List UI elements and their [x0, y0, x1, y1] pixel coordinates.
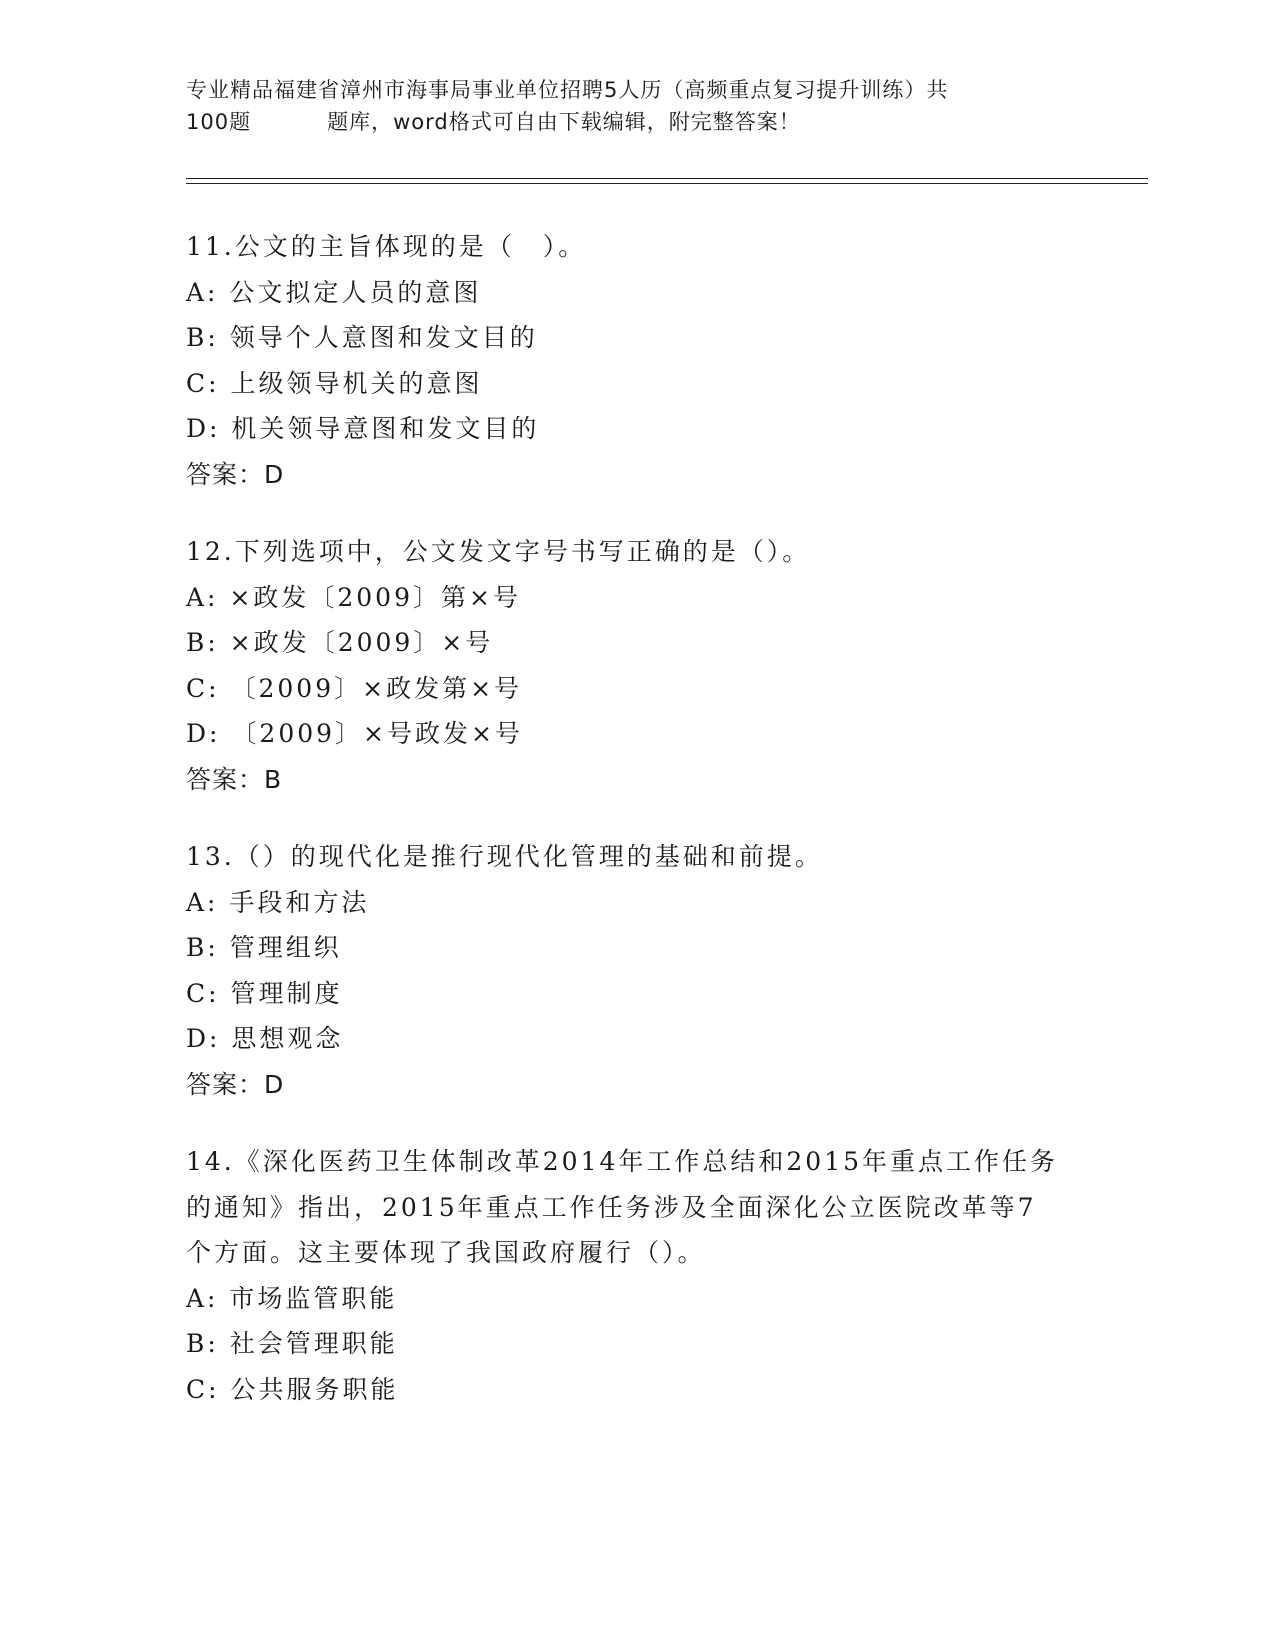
option-d: D: 思想观念 [186, 1024, 344, 1053]
question-14 [186, 1139, 1066, 1412]
option-a: A: 市场监管职能 [186, 1283, 398, 1313]
answer: 答案：D [186, 1069, 285, 1099]
header-count: 100题 [186, 110, 252, 134]
option-a: A: ×政发〔2009〕第×号 [186, 582, 521, 612]
question-stem: 11.公文的主旨体现的是（ ）。 [186, 232, 587, 261]
header-divider-top [186, 178, 1148, 179]
option-c: C: 公共服务职能 [186, 1374, 399, 1404]
option-c: C: 〔2009〕×政发第×号 [186, 673, 523, 703]
question-13 [186, 834, 1066, 1107]
question-11 [186, 224, 1066, 497]
question-12 [186, 529, 1066, 802]
header-line-1: 专业精品福建省漳州市海事局事业单位招聘5人历（高频重点复习提升训练）共 [186, 78, 949, 102]
header-line-2 [186, 106, 1066, 138]
question-stem-line-3: 个方面。这主要体现了我国政府履行（）。 [186, 1238, 706, 1267]
header-divider-bottom [186, 183, 1148, 184]
question-stem-line-2: 的通知》指出，2015年重点工作任务涉及全面深化公立医院改革等7 [186, 1192, 1037, 1222]
option-a: A: 公文拟定人员的意图 [186, 277, 482, 307]
option-b: B: 社会管理职能 [186, 1329, 398, 1358]
question-stem: 12.下列选项中，公文发文字号书写正确的是（）。 [186, 537, 811, 566]
option-a: A: 手段和方法 [186, 887, 370, 917]
option-d: D: 机关领导意图和发文目的 [186, 414, 540, 443]
header-description: 题库，word格式可自由下载编辑，附完整答案！ [327, 110, 801, 134]
answer: 答案：B [186, 764, 283, 794]
answer: 答案：D [186, 459, 285, 489]
option-b: B: 领导个人意图和发文目的 [186, 323, 538, 352]
option-d: D: 〔2009〕×号政发×号 [186, 719, 523, 748]
document-header [186, 74, 1066, 138]
option-c: C: 管理制度 [186, 978, 343, 1008]
option-b: B: ×政发〔2009〕×号 [186, 628, 494, 657]
question-stem-line-1: 14.《深化医药卫生体制改革2014年工作总结和2015年重点工作任务 [186, 1147, 1059, 1176]
question-stem: 13.（）的现代化是推行现代化管理的基础和前提。 [186, 842, 823, 871]
option-b: B: 管理组织 [186, 933, 342, 962]
option-c: C: 上级领导机关的意图 [186, 368, 483, 398]
